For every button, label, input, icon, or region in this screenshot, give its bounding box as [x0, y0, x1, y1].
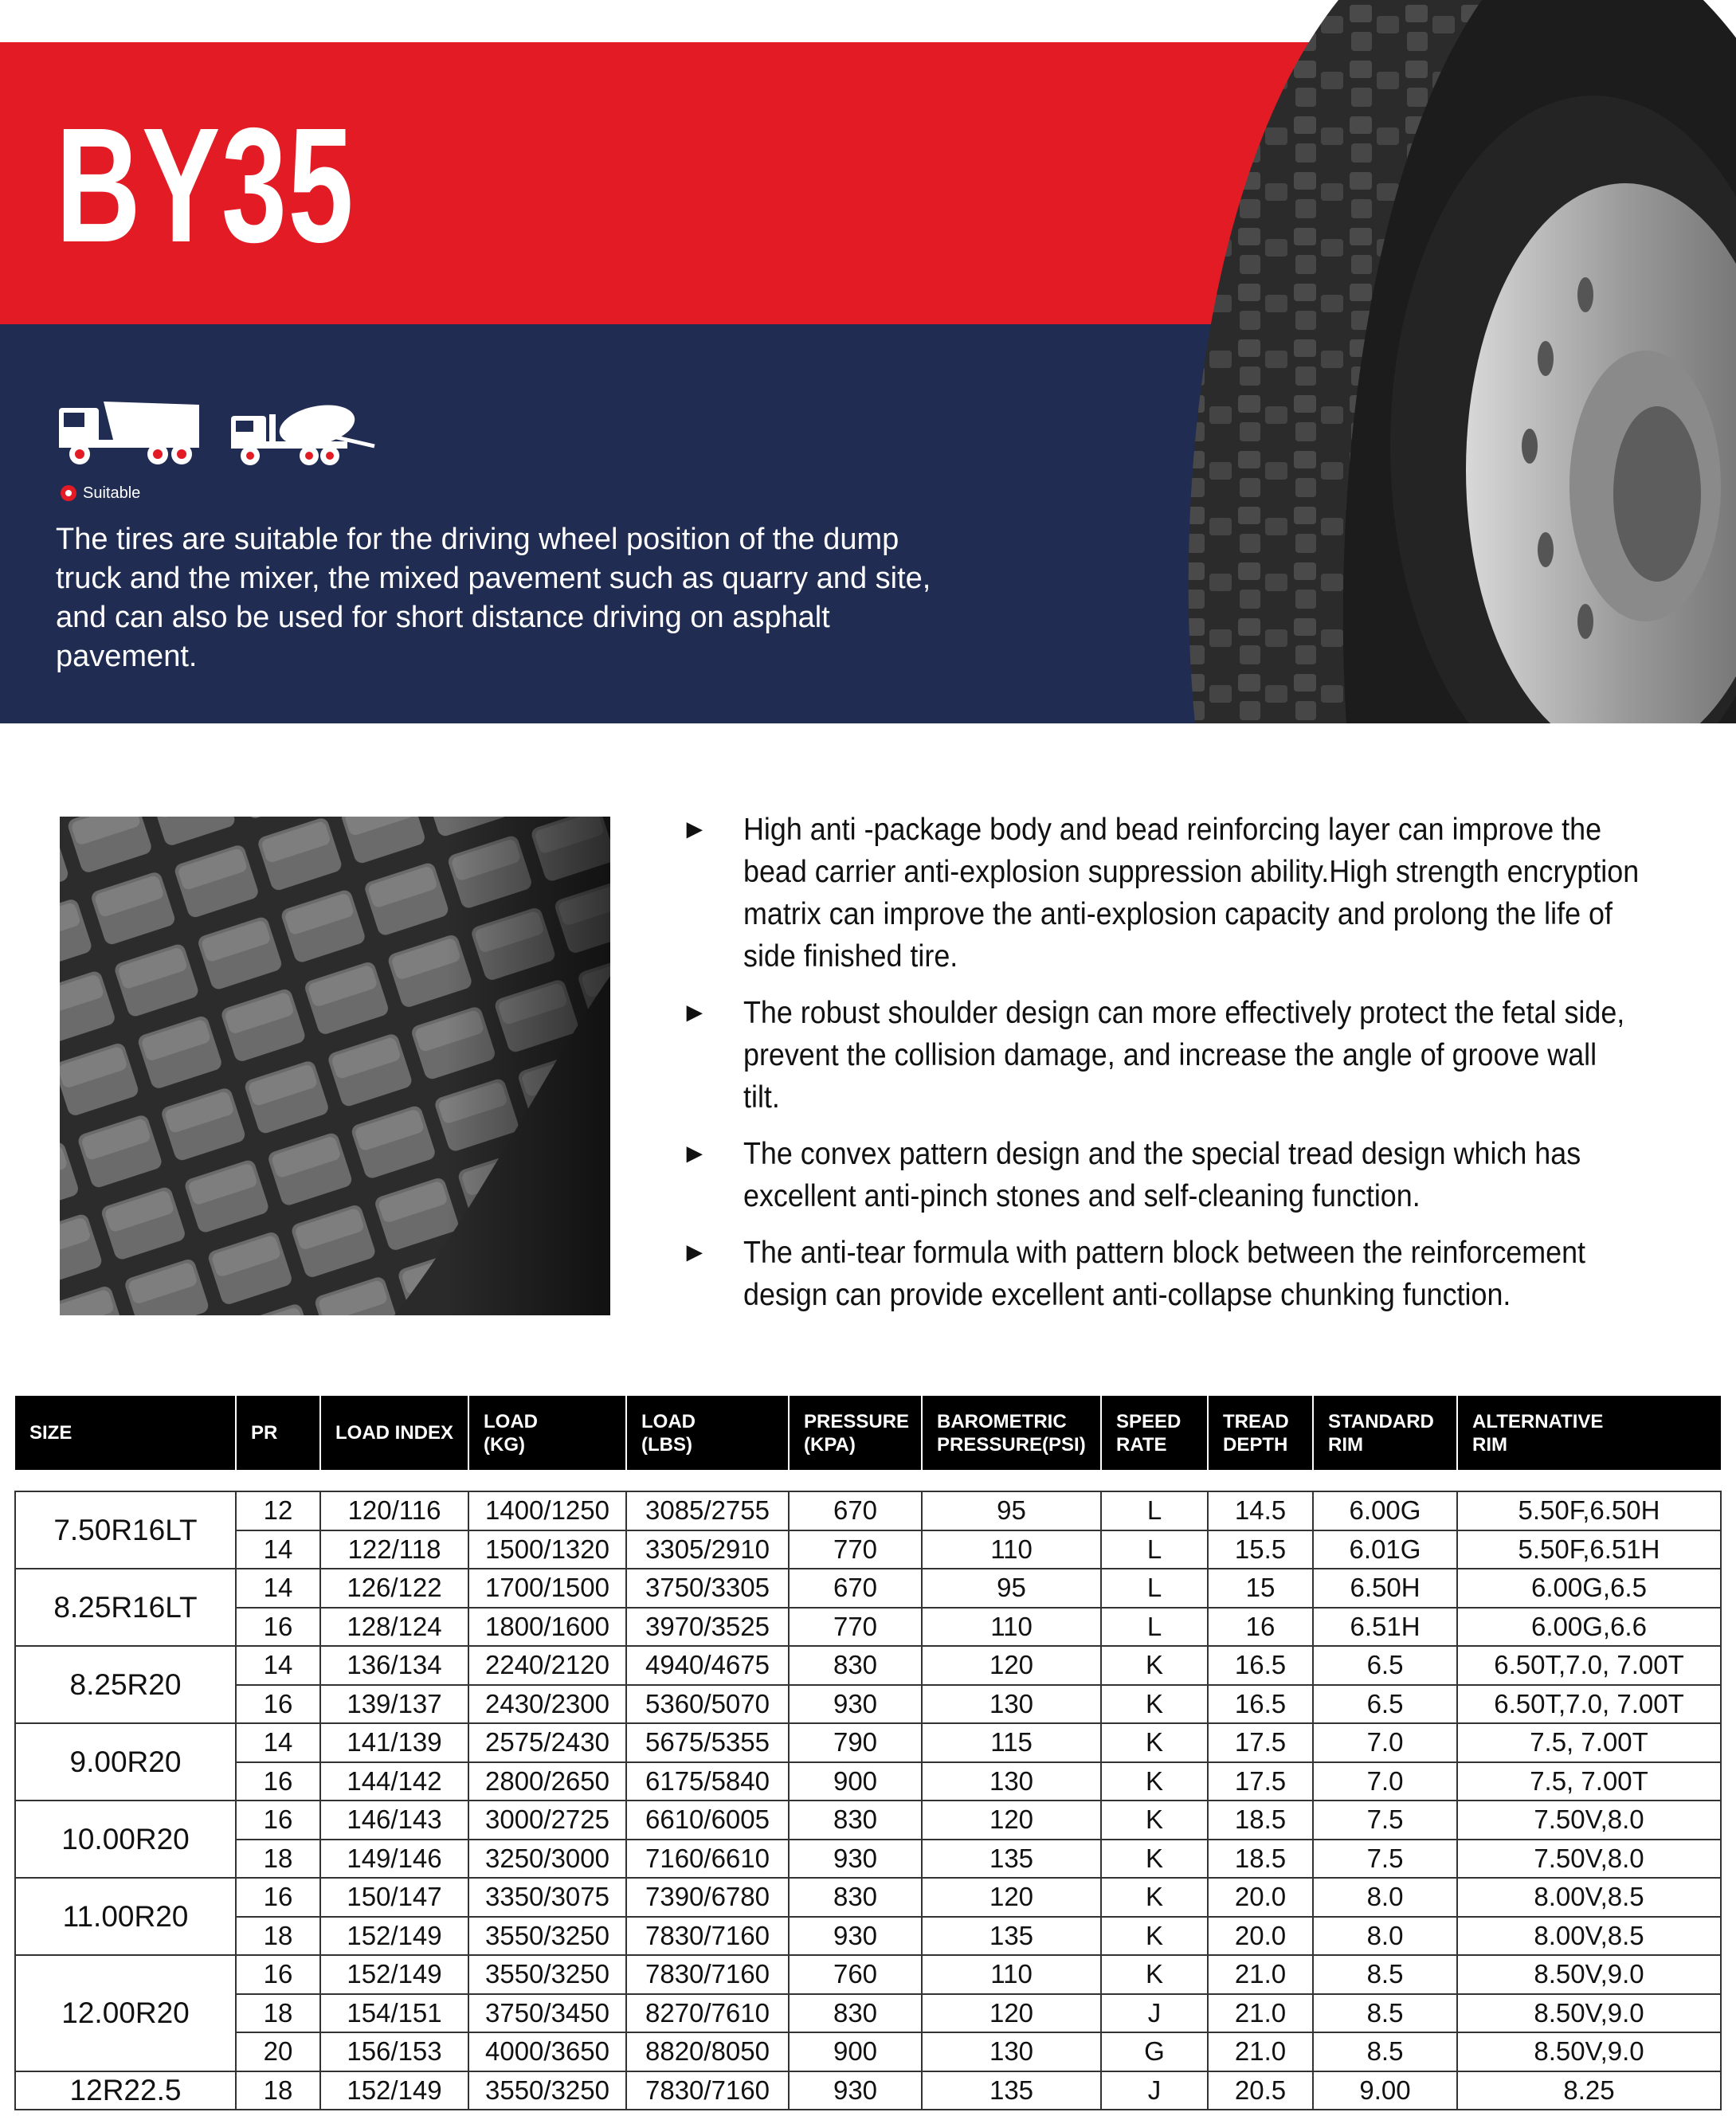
cell-load-lbs: 7390/6780: [626, 1878, 789, 1917]
cell-pressure-psi: 120: [922, 1801, 1101, 1840]
cell-pressure-psi: 110: [922, 1608, 1101, 1647]
cell-size: 8.25R16LT: [15, 1569, 236, 1646]
cell-tread-depth: 17.5: [1208, 1723, 1313, 1762]
product-description: The tires are suitable for the driving wheel position of the dump truck and the mixer, the mixed pavement such as quarry and site, and can also be used for short distance driving on asphalt pavement.: [56, 523, 931, 673]
cell-alternative-rim: 5.50F,6.50H: [1457, 1491, 1721, 1530]
cell-pressure-psi: 130: [922, 1762, 1101, 1801]
cell-pressure-kpa: 930: [789, 1917, 922, 1956]
cell-size: 7.50R16LT: [15, 1491, 236, 1569]
cell-alternative-rim: 6.00G,6.5: [1457, 1569, 1721, 1608]
cell-load-index: 152/149: [320, 2071, 468, 2110]
table-row: [15, 1569, 1721, 1608]
cell-standard-rim: 7.0: [1313, 1723, 1457, 1762]
cell-load-lbs: 7830/7160: [626, 1917, 789, 1956]
col-header-load-kg: LOAD (KG): [468, 1396, 626, 1470]
table-row: [15, 1801, 1721, 1840]
cell-load-kg: 1700/1500: [468, 1569, 626, 1608]
cell-pressure-kpa: 770: [789, 1608, 922, 1647]
cell-load-lbs: 3085/2755: [626, 1491, 789, 1530]
cell-standard-rim: 8.0: [1313, 1917, 1457, 1956]
arrow-bullet-icon: ►: [681, 814, 708, 844]
dump-truck-icon: [59, 402, 199, 464]
cell-alternative-rim: 8.50V,9.0: [1457, 1955, 1721, 1994]
cell-tread-depth: 15.5: [1208, 1530, 1313, 1569]
cell-alternative-rim: 5.50F,6.51H: [1457, 1530, 1721, 1569]
cell-standard-rim: 6.01G: [1313, 1530, 1457, 1569]
cell-pr: 14: [236, 1530, 320, 1569]
cell-pressure-psi: 120: [922, 1646, 1101, 1685]
cell-speed-rate: K: [1101, 1917, 1208, 1956]
cell-pressure-kpa: 900: [789, 2032, 922, 2071]
table-row: [15, 1878, 1721, 1917]
cell-pressure-kpa: 900: [789, 1762, 922, 1801]
cell-speed-rate: K: [1101, 1840, 1208, 1879]
cell-load-lbs: 6610/6005: [626, 1801, 789, 1840]
cell-alternative-rim: 7.5, 7.00T: [1457, 1762, 1721, 1801]
cell-pressure-psi: 120: [922, 1994, 1101, 2033]
cell-pressure-kpa: 830: [789, 1994, 922, 2033]
cell-pr: 14: [236, 1569, 320, 1608]
cell-load-kg: 1400/1250: [468, 1491, 626, 1530]
cell-pressure-kpa: 670: [789, 1569, 922, 1608]
cell-load-index: 152/149: [320, 1917, 468, 1956]
cell-pr: 12: [236, 1491, 320, 1530]
cell-pressure-psi: 135: [922, 2071, 1101, 2110]
cell-tread-depth: 15: [1208, 1569, 1313, 1608]
cell-standard-rim: 8.0: [1313, 1878, 1457, 1917]
cell-load-lbs: 7830/7160: [626, 1955, 789, 1994]
cell-pr: 20: [236, 2032, 320, 2071]
col-header-size: SIZE: [15, 1396, 236, 1470]
cell-speed-rate: K: [1101, 1762, 1208, 1801]
cell-size: 11.00R20: [15, 1878, 236, 1955]
feature-text: The convex pattern design and the special tread design which has excellent anti-pinch stones and self-cleaning function.: [743, 1137, 1581, 1213]
cell-load-kg: 3350/3075: [468, 1878, 626, 1917]
cell-standard-rim: 8.5: [1313, 2032, 1457, 2071]
cell-speed-rate: K: [1101, 1723, 1208, 1762]
cell-pressure-psi: 95: [922, 1569, 1101, 1608]
col-header-load-index: LOAD INDEX: [320, 1396, 468, 1470]
cell-load-index: 141/139: [320, 1723, 468, 1762]
cell-load-index: 122/118: [320, 1530, 468, 1569]
cell-alternative-rim: 8.50V,9.0: [1457, 2032, 1721, 2071]
table-row: [15, 2032, 1721, 2071]
cell-load-lbs: 5360/5070: [626, 1685, 789, 1724]
cell-pressure-psi: 110: [922, 1530, 1101, 1569]
col-header-load-lbs: LOAD (LBS): [626, 1396, 789, 1470]
arrow-bullet-icon: ►: [681, 1237, 708, 1268]
cell-size: 12.00R20: [15, 1955, 236, 2071]
cell-load-kg: 2800/2650: [468, 1762, 626, 1801]
cell-pr: 14: [236, 1646, 320, 1685]
cell-load-index: 146/143: [320, 1801, 468, 1840]
cell-load-index: 154/151: [320, 1994, 468, 2033]
col-header-barometric: BAROMETRIC PRESSURE(PSI): [922, 1396, 1101, 1470]
table-row: [15, 1840, 1721, 1879]
col-header-pr: PR: [236, 1396, 320, 1470]
cell-load-index: 128/124: [320, 1608, 468, 1647]
cell-load-kg: 2430/2300: [468, 1685, 626, 1724]
cell-tread-depth: 14.5: [1208, 1491, 1313, 1530]
cell-alternative-rim: 6.00G,6.6: [1457, 1608, 1721, 1647]
cell-load-lbs: 7830/7160: [626, 2071, 789, 2110]
cell-pressure-kpa: 760: [789, 1955, 922, 1994]
cell-load-kg: 3550/3250: [468, 1917, 626, 1956]
col-header-speed-rate: SPEED RATE: [1101, 1396, 1208, 1470]
cell-speed-rate: K: [1101, 1878, 1208, 1917]
cell-alternative-rim: 6.50T,7.0, 7.00T: [1457, 1646, 1721, 1685]
cell-alternative-rim: 7.5, 7.00T: [1457, 1723, 1721, 1762]
cell-standard-rim: 6.00G: [1313, 1491, 1457, 1530]
cell-load-kg: 3000/2725: [468, 1801, 626, 1840]
cell-tread-depth: 16.5: [1208, 1685, 1313, 1724]
feature-item: [681, 809, 1717, 978]
cell-standard-rim: 8.5: [1313, 1955, 1457, 1994]
cell-speed-rate: L: [1101, 1491, 1208, 1530]
cell-size: 12R22.5: [15, 2071, 236, 2110]
cell-load-index: 149/146: [320, 1840, 468, 1879]
cell-load-lbs: 7160/6610: [626, 1840, 789, 1879]
cell-speed-rate: K: [1101, 1955, 1208, 1994]
cell-standard-rim: 6.50H: [1313, 1569, 1457, 1608]
cell-load-lbs: 3305/2910: [626, 1530, 789, 1569]
table-row: [15, 1646, 1721, 1685]
cell-load-index: 136/134: [320, 1646, 468, 1685]
cell-pr: 18: [236, 1917, 320, 1956]
cell-speed-rate: J: [1101, 2071, 1208, 2110]
cell-load-kg: 3550/3250: [468, 2071, 626, 2110]
cell-load-index: 126/122: [320, 1569, 468, 1608]
cell-pressure-psi: 120: [922, 1878, 1101, 1917]
cell-load-index: 156/153: [320, 2032, 468, 2071]
cell-load-lbs: 3970/3525: [626, 1608, 789, 1647]
mixer-truck-icon: [231, 399, 374, 465]
col-header-standard-rim: STANDARD RIM: [1313, 1396, 1457, 1470]
cell-pressure-kpa: 930: [789, 1840, 922, 1879]
cell-pr: 16: [236, 1878, 320, 1917]
cell-pressure-psi: 95: [922, 1491, 1101, 1530]
cell-load-lbs: 3750/3305: [626, 1569, 789, 1608]
cell-standard-rim: 8.5: [1313, 1994, 1457, 2033]
table-row: [15, 1917, 1721, 1956]
cell-tread-depth: 21.0: [1208, 1994, 1313, 2033]
cell-pressure-kpa: 790: [789, 1723, 922, 1762]
tread-closeup-image: [60, 817, 610, 1315]
suitable-label: Suitable: [83, 484, 141, 502]
arrow-bullet-icon: ►: [681, 1138, 708, 1169]
cell-load-kg: 2240/2120: [468, 1646, 626, 1685]
cell-speed-rate: L: [1101, 1569, 1208, 1608]
cell-alternative-rim: 7.50V,8.0: [1457, 1840, 1721, 1879]
cell-standard-rim: 6.51H: [1313, 1608, 1457, 1647]
table-row: [15, 1955, 1721, 1994]
cell-speed-rate: L: [1101, 1608, 1208, 1647]
cell-load-index: 152/149: [320, 1955, 468, 1994]
cell-speed-rate: L: [1101, 1530, 1208, 1569]
cell-tread-depth: 18.5: [1208, 1801, 1313, 1840]
cell-pressure-kpa: 830: [789, 1646, 922, 1685]
cell-load-kg: 4000/3650: [468, 2032, 626, 2071]
cell-tread-depth: 18.5: [1208, 1840, 1313, 1879]
feature-item: [681, 1133, 1717, 1217]
cell-tread-depth: 21.0: [1208, 1955, 1313, 1994]
cell-alternative-rim: 8.25: [1457, 2071, 1721, 2110]
cell-tread-depth: 20.5: [1208, 2071, 1313, 2110]
cell-pr: 16: [236, 1762, 320, 1801]
cell-pr: 16: [236, 1685, 320, 1724]
cell-load-lbs: 8820/8050: [626, 2032, 789, 2071]
cell-standard-rim: 7.5: [1313, 1840, 1457, 1879]
cell-alternative-rim: 8.00V,8.5: [1457, 1917, 1721, 1956]
table-row: [15, 1685, 1721, 1724]
cell-load-index: 139/137: [320, 1685, 468, 1724]
spec-table: [14, 1396, 1722, 2110]
cell-load-kg: 3750/3450: [468, 1994, 626, 2033]
feature-text: The anti-tear formula with pattern block between the reinforcement design can provide excellent anti-collapse chunking function.: [743, 1236, 1586, 1312]
cell-load-kg: 1500/1320: [468, 1530, 626, 1569]
cell-speed-rate: K: [1101, 1801, 1208, 1840]
cell-pressure-psi: 110: [922, 1955, 1101, 1994]
cell-pressure-kpa: 930: [789, 1685, 922, 1724]
cell-speed-rate: K: [1101, 1685, 1208, 1724]
cell-load-lbs: 4940/4675: [626, 1646, 789, 1685]
cell-alternative-rim: 6.50T,7.0, 7.00T: [1457, 1685, 1721, 1724]
cell-standard-rim: 7.5: [1313, 1801, 1457, 1840]
cell-pressure-kpa: 930: [789, 2071, 922, 2110]
cell-pressure-kpa: 830: [789, 1801, 922, 1840]
cell-pressure-psi: 115: [922, 1723, 1101, 1762]
cell-load-lbs: 5675/5355: [626, 1723, 789, 1762]
cell-tread-depth: 16.5: [1208, 1646, 1313, 1685]
cell-pr: 16: [236, 1801, 320, 1840]
table-row: [15, 1608, 1721, 1647]
suitable-dot-icon: [61, 485, 76, 501]
feature-text: High anti -package body and bead reinforcing layer can improve the bead carrier anti-explosion suppression ability.High strength encryption matrix can improve the anti-explosion capacity and prolong the life of side finished tire.: [743, 813, 1640, 974]
cell-standard-rim: 9.00: [1313, 2071, 1457, 2110]
cell-load-lbs: 6175/5840: [626, 1762, 789, 1801]
col-header-alternative-rim: ALTERNATIVE RIM: [1457, 1396, 1721, 1470]
cell-size: 8.25R20: [15, 1646, 236, 1723]
cell-pressure-kpa: 770: [789, 1530, 922, 1569]
arrow-bullet-icon: ►: [681, 997, 708, 1028]
cell-load-lbs: 8270/7610: [626, 1994, 789, 2033]
cell-pr: 18: [236, 1994, 320, 2033]
cell-load-kg: 1800/1600: [468, 1608, 626, 1647]
cell-size: 9.00R20: [15, 1723, 236, 1801]
cell-pressure-psi: 130: [922, 2032, 1101, 2071]
cell-pr: 18: [236, 2071, 320, 2110]
cell-alternative-rim: 8.50V,9.0: [1457, 1994, 1721, 2033]
table-row: [15, 1762, 1721, 1801]
product-title: BY35: [56, 94, 355, 276]
feature-item: [681, 992, 1717, 1119]
table-header-row: [15, 1396, 1721, 1470]
cell-tread-depth: 20.0: [1208, 1878, 1313, 1917]
cell-load-kg: 2575/2430: [468, 1723, 626, 1762]
cell-speed-rate: K: [1101, 1646, 1208, 1685]
cell-pressure-psi: 135: [922, 1917, 1101, 1956]
cell-pressure-kpa: 670: [789, 1491, 922, 1530]
feature-text: The robust shoulder design can more effectively protect the fetal side, prevent the collision damage, and increase the angle of groove wall tilt.: [743, 996, 1625, 1115]
cell-load-kg: 3250/3000: [468, 1840, 626, 1879]
spec-table-body: [15, 1491, 1721, 2110]
cell-size: 10.00R20: [15, 1801, 236, 1878]
cell-tread-depth: 20.0: [1208, 1917, 1313, 1956]
col-header-pressure: PRESSURE (KPA): [789, 1396, 922, 1470]
table-row: [15, 1723, 1721, 1762]
cell-pressure-psi: 135: [922, 1840, 1101, 1879]
table-row: [15, 1491, 1721, 1530]
cell-standard-rim: 6.5: [1313, 1685, 1457, 1724]
cell-standard-rim: 7.0: [1313, 1762, 1457, 1801]
cell-alternative-rim: 7.50V,8.0: [1457, 1801, 1721, 1840]
table-row: [15, 1994, 1721, 2033]
cell-pressure-psi: 130: [922, 1685, 1101, 1724]
feature-item: [681, 1232, 1717, 1316]
cell-tread-depth: 17.5: [1208, 1762, 1313, 1801]
cell-pr: 16: [236, 1955, 320, 1994]
cell-alternative-rim: 8.00V,8.5: [1457, 1878, 1721, 1917]
vehicle-icons: [57, 390, 384, 470]
col-header-tread-depth: TREAD DEPTH: [1208, 1396, 1313, 1470]
cell-load-index: 150/147: [320, 1878, 468, 1917]
suitable-legend: [61, 484, 140, 503]
cell-pr: 14: [236, 1723, 320, 1762]
cell-pr: 18: [236, 1840, 320, 1879]
cell-tread-depth: 21.0: [1208, 2032, 1313, 2071]
feature-list: [681, 809, 1717, 1330]
table-row: [15, 2071, 1721, 2110]
cell-load-index: 120/116: [320, 1491, 468, 1530]
cell-tread-depth: 16: [1208, 1608, 1313, 1647]
table-row: [15, 1530, 1721, 1569]
cell-standard-rim: 6.5: [1313, 1646, 1457, 1685]
cell-pr: 16: [236, 1608, 320, 1647]
tire-illustration: [1068, 0, 1736, 723]
cell-load-index: 144/142: [320, 1762, 468, 1801]
cell-load-kg: 3550/3250: [468, 1955, 626, 1994]
cell-pressure-kpa: 830: [789, 1878, 922, 1917]
cell-speed-rate: J: [1101, 1994, 1208, 2033]
cell-speed-rate: G: [1101, 2032, 1208, 2071]
